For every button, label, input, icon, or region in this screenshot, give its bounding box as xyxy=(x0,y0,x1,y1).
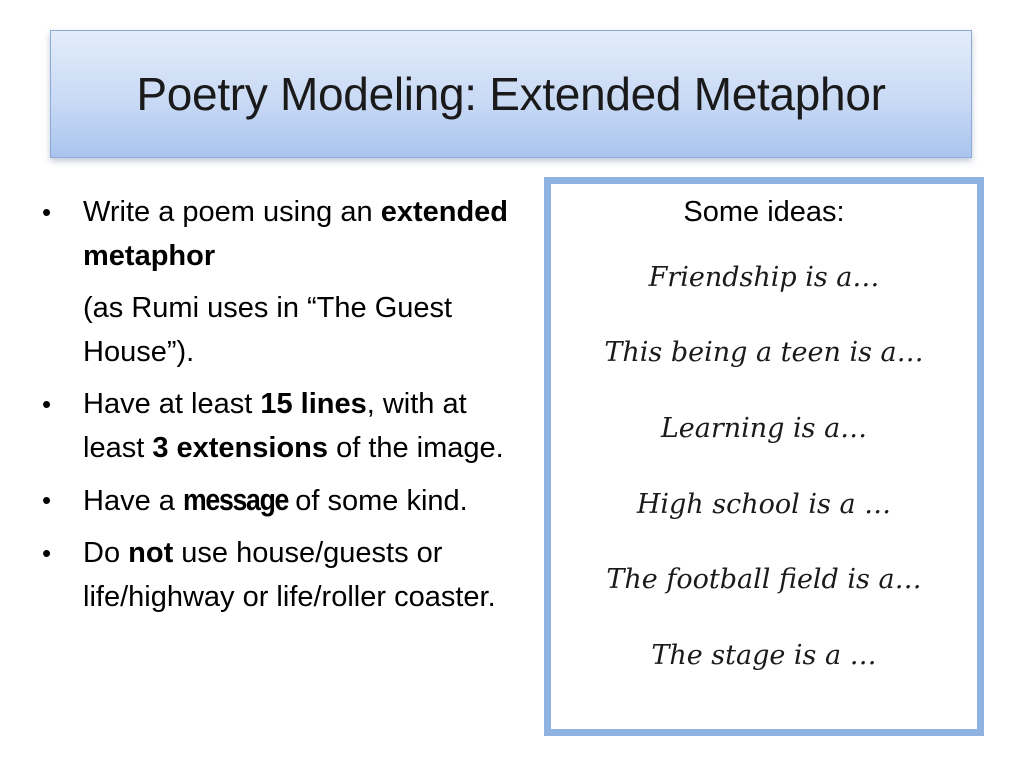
bullet-subtext: (as Rumi uses in “The Guest House”). xyxy=(83,292,453,368)
bullet-bold-text: 3 extensions xyxy=(152,432,329,464)
title-banner xyxy=(50,30,972,158)
bullet-text: Do xyxy=(83,537,129,569)
idea-item: Friendship is a… xyxy=(648,262,880,293)
idea-item: Learning is a… xyxy=(660,413,868,444)
bullet-text: of some kind. xyxy=(287,485,468,517)
bullet-dot-icon: • xyxy=(42,389,52,419)
ideas-heading: Some ideas: xyxy=(683,196,845,228)
bullet-dot-icon: • xyxy=(42,485,52,515)
bullet-text: use house/guests or life/highway or life/roller coaster. xyxy=(83,537,496,613)
bullet-item-extended-metaphor xyxy=(42,190,522,374)
bullet-bold-text: not xyxy=(128,537,174,569)
idea-item: This being a teen is a… xyxy=(604,337,924,368)
slide-title: Poetry Modeling: Extended Metaphor xyxy=(136,68,886,120)
bullet-text: Write a poem using an xyxy=(83,196,381,228)
idea-item: The football field is a… xyxy=(606,564,922,595)
bullet-text: Have at least xyxy=(83,388,261,420)
bullet-emphasis-text: message xyxy=(182,482,289,517)
bullet-text: Have a xyxy=(83,485,183,517)
bullet-dot-icon: • xyxy=(42,197,52,227)
bullet-item-message xyxy=(42,478,522,523)
bullet-dot-icon: • xyxy=(42,538,52,568)
bullet-bold-text: extended metaphor xyxy=(83,196,509,272)
bullet-item-restrictions xyxy=(42,531,522,619)
instruction-list xyxy=(42,190,522,627)
bullet-text: , with at least xyxy=(83,388,467,464)
ideas-panel xyxy=(544,177,984,736)
bullet-text: of the image. xyxy=(328,432,504,464)
bullet-item-lines xyxy=(42,382,522,470)
idea-item: The stage is a … xyxy=(651,640,877,671)
idea-item: High school is a … xyxy=(636,489,892,520)
bullet-bold-text: 15 lines xyxy=(260,388,367,420)
